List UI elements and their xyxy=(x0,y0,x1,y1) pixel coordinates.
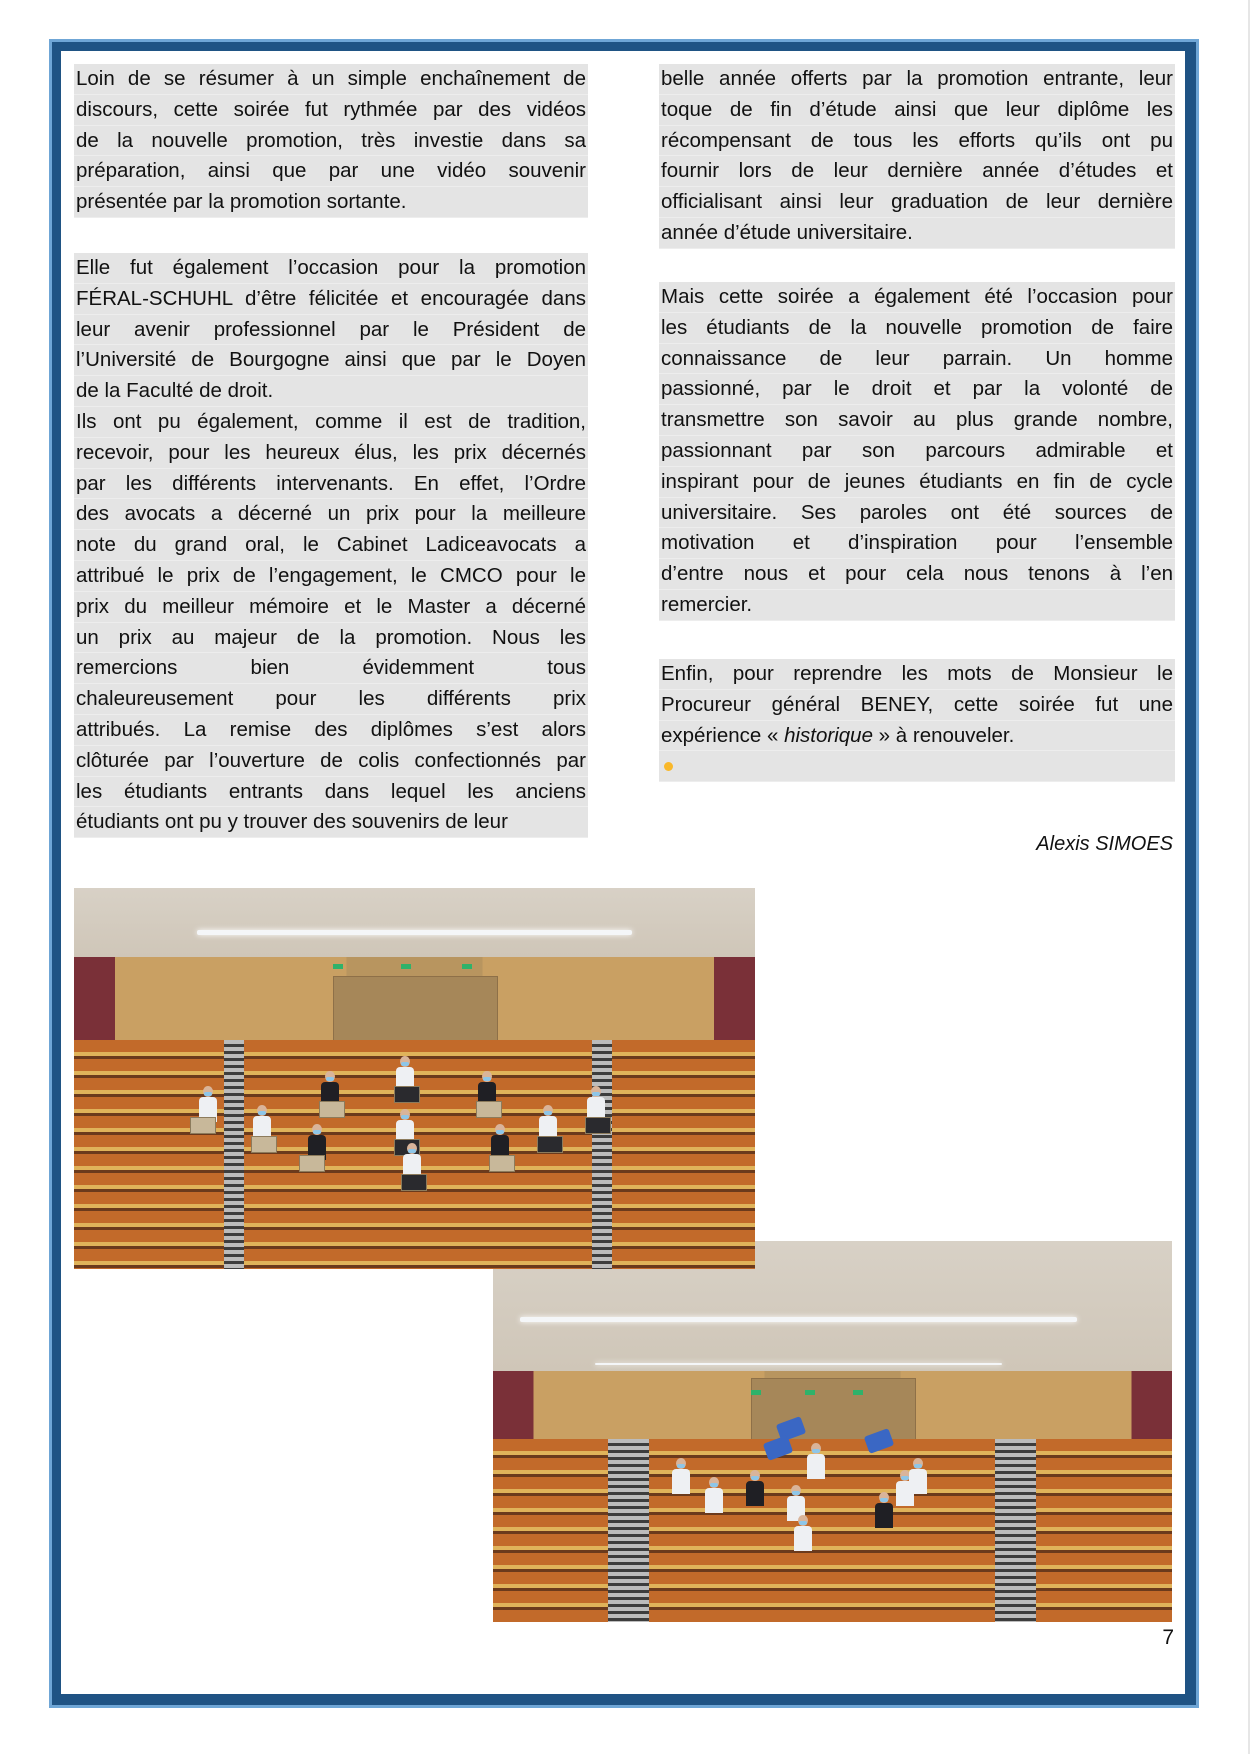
ceiling xyxy=(74,888,755,957)
paragraph-conclusion xyxy=(659,659,1175,782)
exit-sign-icon xyxy=(751,1390,761,1395)
laptop xyxy=(251,1136,277,1153)
text-line: Mais cette soirée a également été l’occasion pour xyxy=(659,282,1175,313)
text-line xyxy=(659,721,1175,752)
paragraph-gifts xyxy=(659,64,1175,249)
text-line: prix du meilleur mémoire et le Master a décerné xyxy=(74,592,588,623)
person xyxy=(907,1458,929,1494)
text-line: transmettre son savoir au plus grande nombre, xyxy=(659,405,1175,436)
aisle-stairs xyxy=(995,1439,1036,1622)
paragraph-parrain xyxy=(659,282,1175,621)
laptop xyxy=(394,1086,420,1103)
text-line: fournir lors de leur dernière année d’études et xyxy=(659,156,1175,187)
amphitheater-seats xyxy=(493,1439,1172,1622)
text-line: belle année offerts par la promotion entrante, leur xyxy=(659,64,1175,95)
paragraph-ceremony xyxy=(74,253,588,838)
text-line: connaissance de leur parrain. Un homme xyxy=(659,344,1175,375)
text-line: de la Faculté de droit. xyxy=(74,376,588,407)
ceiling-light xyxy=(520,1317,1077,1322)
text-line: officialisant ainsi leur graduation de leur dernière xyxy=(659,187,1175,218)
text-line: universitaire. Ses paroles ont été sources de xyxy=(659,498,1175,529)
text-line: FÉRAL-SCHUHL d’être félicitée et encouragée dans xyxy=(74,284,588,315)
person xyxy=(805,1443,827,1479)
text-line: des avocats a décerné un prix pour la meilleure xyxy=(74,499,588,530)
person xyxy=(873,1492,895,1528)
text-line: leur avenir professionnel par le Président de xyxy=(74,315,588,346)
back-doors xyxy=(751,1378,916,1441)
aisle-stairs xyxy=(592,1040,612,1269)
laptop xyxy=(190,1117,216,1134)
aisle-stairs xyxy=(608,1439,649,1622)
exit-sign-icon xyxy=(333,964,343,969)
text-line: Enfin, pour reprendre les mots de Monsieur le xyxy=(659,659,1175,690)
text-line: Ils ont pu également, comme il est de tradition, xyxy=(74,407,588,438)
text-line: année d’étude universitaire. xyxy=(659,218,1175,249)
text-line: Elle fut également l’occasion pour la promotion xyxy=(74,253,588,284)
text-line: l’Université de Bourgogne ainsi que par le Doyen xyxy=(74,345,588,376)
person xyxy=(744,1470,766,1506)
text-line: note du grand oral, le Cabinet Ladiceavocats a xyxy=(74,530,588,561)
text-line: attribué le prix de l’engagement, le CMCO pour le xyxy=(74,561,588,592)
laptop xyxy=(401,1174,427,1191)
photo-students-laptops xyxy=(74,888,755,1269)
text-line: clôturée par l’ouverture de colis confectionnés par xyxy=(74,746,588,777)
text-line: toque de fin d’étude ainsi que leur diplôme les xyxy=(659,95,1175,126)
italic-quote: historique xyxy=(784,723,873,747)
text-line: les étudiants entrants dans lequel les anciens xyxy=(74,777,588,808)
ceiling-light xyxy=(595,1363,1002,1365)
bullet-dot-icon xyxy=(664,762,673,771)
text-line: récompensant de tous les efforts qu’ils ont pu xyxy=(659,126,1175,157)
author-signature: Alexis SIMOES xyxy=(1036,833,1173,855)
text-line: discours, cette soirée fut rythmée par des vidéos xyxy=(74,95,588,126)
laptop xyxy=(489,1155,515,1172)
text-line: remercier. xyxy=(659,590,1175,621)
text-line: présentée par la promotion sortante. xyxy=(74,187,588,218)
laptop xyxy=(585,1117,611,1134)
text-line: inspirant pour de jeunes étudiants en fin de cycle xyxy=(659,467,1175,498)
aisle-stairs xyxy=(224,1040,244,1269)
exit-sign-icon xyxy=(401,964,411,969)
text-span: expérience « xyxy=(661,723,785,747)
bullet-line xyxy=(659,751,1175,782)
text-line: passionnant par son parcours admirable et xyxy=(659,436,1175,467)
text-line: un prix au majeur de la promotion. Nous les xyxy=(74,623,588,654)
exit-sign-icon xyxy=(805,1390,815,1395)
person xyxy=(670,1458,692,1494)
text-line: d’entre nous et pour cela nous tenons à l’en xyxy=(659,559,1175,590)
laptop xyxy=(537,1136,563,1153)
text-line: Procureur général BENEY, cette soirée fut une xyxy=(659,690,1175,721)
text-line: chaleureusement pour les différents prix xyxy=(74,684,588,715)
text-line: de la nouvelle promotion, très investie dans sa xyxy=(74,126,588,157)
text-line: Loin de se résumer à un simple enchaînement de xyxy=(74,64,588,95)
laptop xyxy=(476,1101,502,1118)
text-span: » à renouveler. xyxy=(872,723,1015,747)
person xyxy=(792,1515,814,1551)
laptop xyxy=(299,1155,325,1172)
text-line: par les différents intervenants. En effet, l’Ordre xyxy=(74,469,588,500)
laptop xyxy=(319,1101,345,1118)
text-line: recevoir, pour les heureux élus, les prix décernés xyxy=(74,438,588,469)
text-line: préparation, ainsi que par une vidéo souvenir xyxy=(74,156,588,187)
text-line: attribués. La remise des diplômes s’est alors xyxy=(74,715,588,746)
text-line: passionné, par le droit et par la volonté de xyxy=(659,374,1175,405)
page-number: 7 xyxy=(1162,1626,1174,1649)
text-line: remercions bien évidemment tous xyxy=(74,653,588,684)
person xyxy=(703,1477,725,1513)
photo-graduates-celebrating xyxy=(493,1241,1172,1622)
text-line: étudiants ont pu y trouver des souvenirs de leur xyxy=(74,807,588,838)
exit-sign-icon xyxy=(462,964,472,969)
text-line: les étudiants de la nouvelle promotion de faire xyxy=(659,313,1175,344)
paragraph-intro xyxy=(74,64,588,218)
ceiling-light xyxy=(197,930,633,935)
exit-sign-icon xyxy=(853,1390,863,1395)
text-line: motivation et d’inspiration pour l’ensemble xyxy=(659,528,1175,559)
